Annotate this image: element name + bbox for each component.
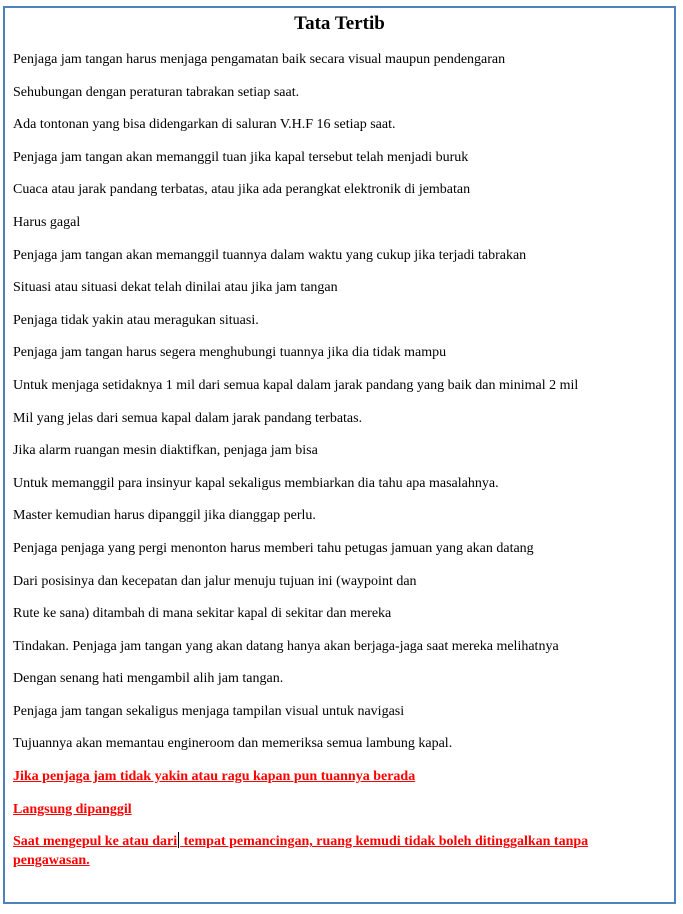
final-line-part-2: tempat pemancingan, ruang kemudi tidak boleh ditinggalkan tanpa pengawasan. <box>13 834 589 869</box>
document-body <box>13 50 668 883</box>
text-line: Penjaga jam tangan akan memanggil tuan jika kapal tersebut telah menjadi buruk <box>13 149 469 165</box>
text-line: Ada tontonan yang bisa didengarkan di saluran V.H.F 16 setiap saat. <box>13 117 396 133</box>
text-line: Penjaga penjaga yang pergi menonton harus memberi tahu petugas jamuan yang akan datang <box>13 540 534 556</box>
text-line: Penjaga jam tangan harus segera menghubungi tuannya jika dia tidak mampu <box>13 345 447 361</box>
text-line: Cuaca atau jarak pandang terbatas, atau jika ada perangkat elektronik di jembatan <box>13 182 471 198</box>
text-line: Sehubungan dengan peraturan tabrakan setiap saat. <box>13 84 300 100</box>
document-frame <box>3 6 676 904</box>
text-line: Jika alarm ruangan mesin diaktifkan, penjaga jam bisa <box>13 443 318 459</box>
final-line-part-1: Saat mengepul ke atau dari <box>13 834 178 850</box>
final-emphasis-line[interactable] <box>13 832 668 870</box>
text-line: Tujuannya akan memantau engineroom dan memeriksa semua lambung kapal. <box>13 736 453 752</box>
text-line: Penjaga tidak yakin atau meragukan situasi. <box>13 312 259 328</box>
text-line: Mil yang jelas dari semua kapal dalam jarak pandang terbatas. <box>13 410 363 426</box>
text-cursor <box>178 832 179 848</box>
emphasis-line: Jika penjaga jam tidak yakin atau ragu kapan pun tuannya berada <box>13 769 416 785</box>
text-line: Untuk menjaga setidaknya 1 mil dari semua kapal dalam jarak pandang yang baik dan minimal 2 mil <box>13 377 579 393</box>
text-line: Harus gagal <box>13 214 81 230</box>
text-line: Penjaga jam tangan akan memanggil tuannya dalam waktu yang cukup jika terjadi tabrakan <box>13 247 527 263</box>
document-title: Tata Tertib <box>294 13 385 34</box>
text-line: Penjaga jam tangan sekaligus menjaga tampilan visual untuk navigasi <box>13 703 405 719</box>
text-line: Situasi atau situasi dekat telah dinilai atau jika jam tangan <box>13 280 338 296</box>
text-line: Rute ke sana) ditambah di mana sekitar kapal di sekitar dan mereka <box>13 606 392 622</box>
text-line: Untuk memanggil para insinyur kapal sekaligus membiarkan dia tahu apa masalahnya. <box>13 475 499 491</box>
text-line: Master kemudian harus dipanggil jika dianggap perlu. <box>13 508 316 524</box>
text-line: Tindakan. Penjaga jam tangan yang akan datang hanya akan berjaga-jaga saat mereka melihatnya <box>13 638 559 654</box>
text-line: Dengan senang hati mengambil alih jam tangan. <box>13 671 284 687</box>
emphasis-line: Langsung dipanggil <box>13 801 132 817</box>
text-line: Dari posisinya dan kecepatan dan jalur menuju tujuan ini (waypoint dan <box>13 573 417 589</box>
text-line: Penjaga jam tangan harus menjaga pengamatan baik secara visual maupun pendengaran <box>13 52 506 67</box>
